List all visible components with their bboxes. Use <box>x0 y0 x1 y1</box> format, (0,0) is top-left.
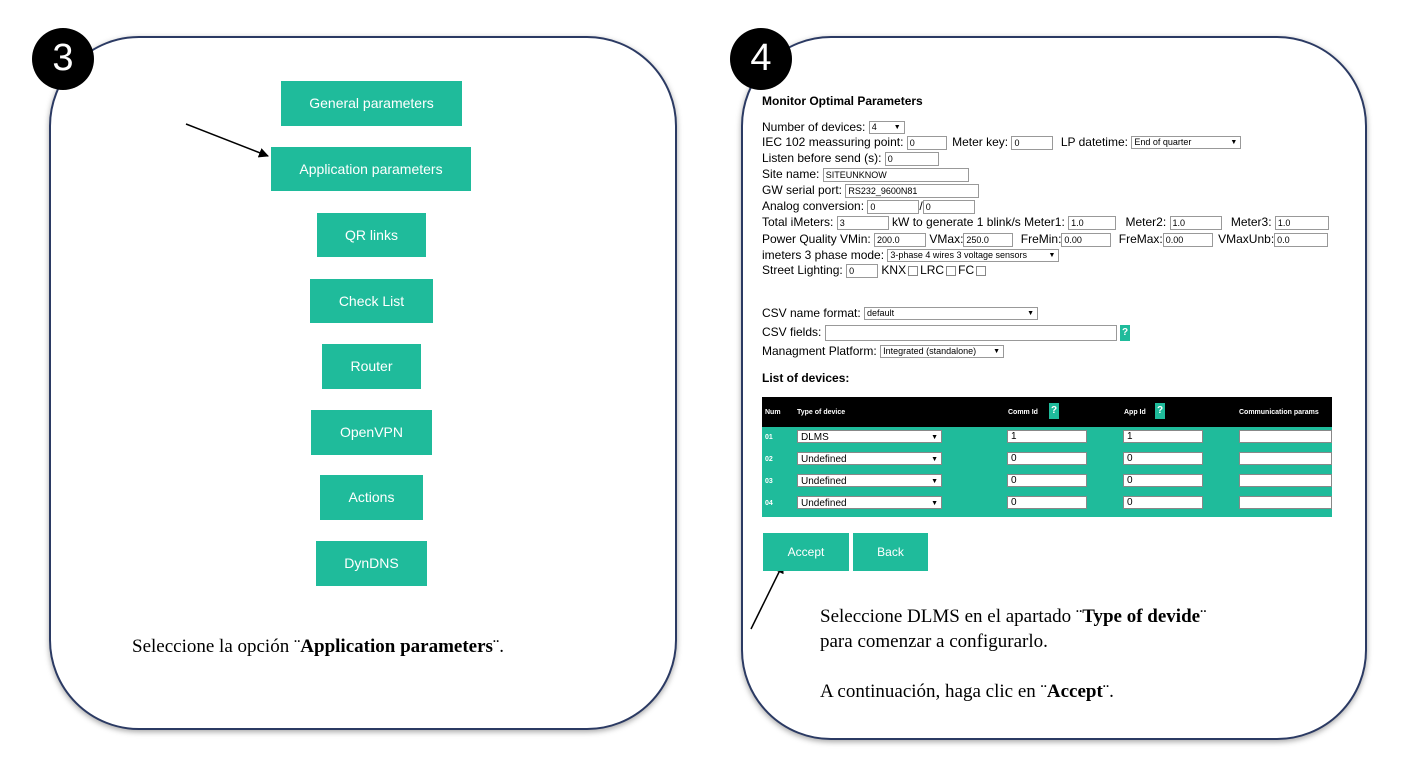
fremax-label: FreMax: <box>1118 232 1163 246</box>
page-title: Monitor Optimal Parameters <box>762 94 923 108</box>
meter3-label: Meter3: <box>1230 215 1272 229</box>
caption-text: ¨. <box>1102 681 1114 702</box>
chevron-down-icon: ▼ <box>931 478 938 485</box>
phase-mode-label: imeters 3 phase mode: <box>762 248 885 262</box>
meter2-input[interactable]: 1.0 <box>1170 216 1222 230</box>
mgmt-label: Managment Platform: <box>762 344 877 358</box>
comm-params-input[interactable] <box>1239 496 1332 509</box>
meter-key-input[interactable]: 0 <box>1011 136 1053 150</box>
street-row <box>762 263 988 278</box>
chevron-down-icon: ▼ <box>893 124 901 132</box>
site-label: Site name: <box>762 167 820 181</box>
chevron-down-icon: ▼ <box>931 434 938 441</box>
step3-caption <box>132 636 504 658</box>
csv-name-label: CSV name format: <box>762 306 861 320</box>
fremin-input[interactable]: 0.00 <box>1061 233 1111 247</box>
type-of-device-select[interactable] <box>797 496 942 509</box>
back-button[interactable]: Back <box>853 533 928 571</box>
street-label: Street Lighting: <box>762 263 843 277</box>
total-row <box>762 215 1329 230</box>
caption-text: Seleccione DLMS en el apartado ¨ <box>820 606 1083 627</box>
col-app-id: App Id <box>1124 409 1146 416</box>
step4-caption-2 <box>820 681 1114 703</box>
col-comm-params: Communication params <box>1239 409 1319 416</box>
chevron-down-icon: ▼ <box>993 348 1001 356</box>
row-num: 04 <box>765 500 773 507</box>
comm-id-input[interactable]: 0 <box>1007 496 1087 509</box>
chevron-down-icon: ▼ <box>1048 252 1056 260</box>
knx-checkbox[interactable] <box>908 266 918 276</box>
type-value: Undefined <box>801 454 847 465</box>
col-num: Num <box>765 409 781 416</box>
iec-label: IEC 102 meassuring point: <box>762 135 904 149</box>
mgmt-platform-value: Integrated (standalone) <box>883 346 977 357</box>
kw-label: kW to generate 1 blink/s Meter1: <box>892 215 1065 229</box>
listen-row <box>762 151 939 166</box>
analog-row <box>762 199 975 214</box>
iec-row <box>762 135 1241 150</box>
phase-mode-value: 3-phase 4 wires 3 voltage sensors <box>890 250 1027 261</box>
fremin-label: FreMin: <box>1020 232 1062 246</box>
power-quality-label: Power Quality VMin: <box>762 232 871 246</box>
col-type: Type of device <box>797 409 846 416</box>
comm-id-input[interactable]: 0 <box>1007 452 1087 465</box>
list-title: List of devices: <box>762 371 850 385</box>
caption-text: ¨. <box>492 636 504 657</box>
iec-input[interactable]: 0 <box>907 136 947 150</box>
mgmt-row <box>762 344 1004 358</box>
fc-label: FC <box>958 263 975 277</box>
table-row <box>762 496 1332 512</box>
num-devices-select[interactable] <box>869 121 905 134</box>
col-comm-id: Comm Id <box>1008 409 1038 416</box>
chevron-down-icon: ▼ <box>1230 139 1238 147</box>
row-num: 01 <box>765 434 773 441</box>
fremax-input[interactable]: 0.00 <box>1163 233 1213 247</box>
general-parameters-button[interactable]: General parameters <box>281 81 462 126</box>
csv-fields-row <box>762 325 1130 341</box>
listen-label: Listen before send (s): <box>762 151 882 165</box>
caption-text: para comenzar a configurarlo. <box>820 631 1048 652</box>
fc-checkbox[interactable] <box>976 266 986 276</box>
app-id-input[interactable]: 0 <box>1123 496 1203 509</box>
row-num: 02 <box>765 456 773 463</box>
meter3-input[interactable]: 1.0 <box>1275 216 1329 230</box>
csv-fields-label: CSV fields: <box>762 325 822 340</box>
street-lighting-input[interactable]: 0 <box>846 264 878 278</box>
csv-name-select[interactable] <box>864 307 1038 320</box>
app-id-input[interactable]: 0 <box>1123 474 1203 487</box>
check-list-button[interactable]: Check List <box>310 279 433 323</box>
knx-label: KNX <box>881 263 907 277</box>
caption-bold: Type of devide <box>1082 606 1201 627</box>
meter1-input[interactable]: 1.0 <box>1068 216 1116 230</box>
table-row <box>762 430 1332 446</box>
lp-datetime-label: LP datetime: <box>1060 135 1128 149</box>
accept-button[interactable]: Accept <box>763 533 849 571</box>
caption-text: Seleccione la opción ¨ <box>132 636 301 657</box>
table-row <box>762 452 1332 468</box>
analog-input-1[interactable]: 0 <box>867 200 919 214</box>
comm-id-input[interactable]: 0 <box>1007 474 1087 487</box>
step4-badge: 4 <box>730 28 792 90</box>
analog-input-2[interactable]: 0 <box>923 200 975 214</box>
type-value: Undefined <box>801 476 847 487</box>
vmax-input[interactable]: 250.0 <box>963 233 1013 247</box>
help-icon[interactable]: ? <box>1120 325 1130 341</box>
power-quality-row <box>762 232 1328 247</box>
actions-button[interactable]: Actions <box>320 475 423 520</box>
row-num: 03 <box>765 478 773 485</box>
type-of-device-select[interactable] <box>797 452 942 465</box>
caption-bold: Application parameters <box>300 636 493 657</box>
comm-params-input[interactable] <box>1239 474 1332 487</box>
vmin-input[interactable]: 200.0 <box>874 233 926 247</box>
site-row <box>762 167 969 182</box>
meter2-label: Meter2: <box>1125 215 1167 229</box>
type-of-device-select[interactable] <box>797 474 942 487</box>
vmax-label: VMax: <box>929 232 964 246</box>
phase-row <box>762 248 1059 262</box>
comm-params-input[interactable] <box>1239 452 1332 465</box>
num-devices-label: Number of devices: <box>762 120 866 134</box>
app-id-input[interactable]: 0 <box>1123 452 1203 465</box>
comm-params-input[interactable] <box>1239 430 1332 443</box>
caption-text: A continuación, haga clic en ¨ <box>820 681 1047 702</box>
analog-label: Analog conversion: <box>762 199 865 213</box>
router-button[interactable]: Router <box>322 344 421 389</box>
analog-separator: / <box>919 199 923 213</box>
step3-badge: 3 <box>32 28 94 90</box>
gw-row <box>762 183 979 198</box>
vmaxunb-input[interactable]: 0.0 <box>1274 233 1328 247</box>
qr-links-button[interactable]: QR links <box>317 213 426 257</box>
app-id-input[interactable]: 1 <box>1123 430 1203 443</box>
caption-text: ¨ <box>1200 606 1207 627</box>
lp-datetime-select[interactable] <box>1131 136 1241 149</box>
dyndns-button[interactable]: DynDNS <box>316 541 427 586</box>
listen-input[interactable]: 0 <box>885 152 939 166</box>
help-icon[interactable]: ? <box>1049 403 1059 419</box>
csv-fields-input[interactable] <box>825 325 1117 341</box>
total-label: Total iMeters: <box>762 215 834 229</box>
type-value: Undefined <box>801 498 847 509</box>
application-parameters-button[interactable]: Application parameters <box>271 147 471 191</box>
gw-serial-input[interactable]: RS232_9600N81 <box>845 184 979 198</box>
vmaxunb-label: VMaxUnb: <box>1218 232 1275 246</box>
chevron-down-icon: ▼ <box>931 500 938 507</box>
num-devices-value: 4 <box>871 122 877 133</box>
lp-datetime-value: End of quarter <box>1134 137 1192 148</box>
total-imeters-input[interactable]: 3 <box>837 216 889 230</box>
phase-mode-select[interactable] <box>887 249 1059 262</box>
site-name-input[interactable]: SITEUNKNOW <box>823 168 969 182</box>
num-devices-row <box>762 120 905 134</box>
meter-key-label: Meter key: <box>952 135 1009 149</box>
openvpn-button[interactable]: OpenVPN <box>311 410 432 455</box>
table-row <box>762 474 1332 490</box>
step4-caption-1 <box>820 604 1206 654</box>
table-header <box>762 397 1332 427</box>
comm-id-input[interactable]: 1 <box>1007 430 1087 443</box>
help-icon[interactable]: ? <box>1155 403 1165 419</box>
type-of-device-select[interactable] <box>797 430 942 443</box>
csv-name-value: default <box>867 308 895 319</box>
lrc-checkbox[interactable] <box>946 266 956 276</box>
type-value: DLMS <box>801 432 829 443</box>
chevron-down-icon: ▼ <box>1027 310 1035 318</box>
mgmt-platform-select[interactable] <box>880 345 1004 358</box>
gw-label: GW serial port: <box>762 183 843 197</box>
caption-bold: Accept <box>1046 681 1103 702</box>
chevron-down-icon: ▼ <box>931 456 938 463</box>
csv-name-row <box>762 306 1038 320</box>
lrc-label: LRC <box>920 263 945 277</box>
devices-table <box>762 397 1332 517</box>
